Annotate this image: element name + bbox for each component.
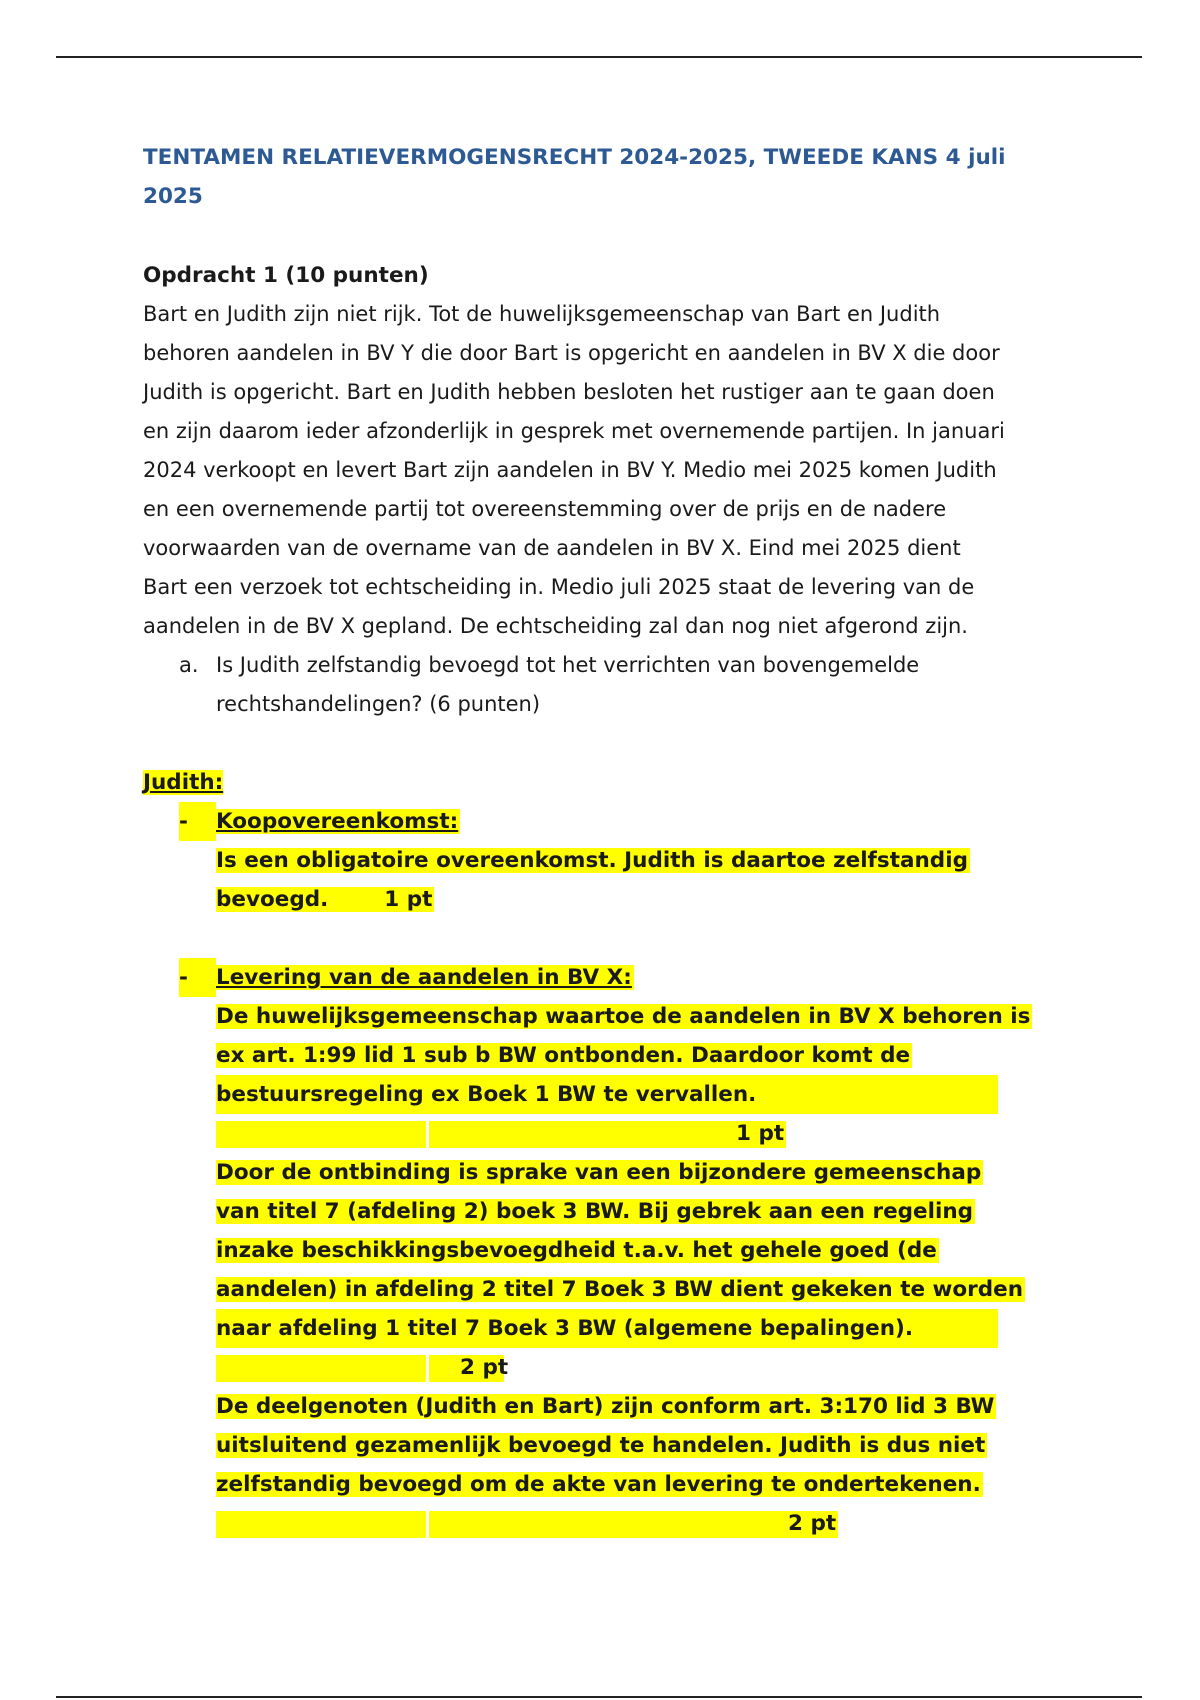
assignment-text-line: en een overnemende partij tot overeenstemming over de prijs en de nadere: [143, 497, 947, 521]
exam-title-line-2: 2025: [143, 184, 203, 209]
points-label: 2 pt: [788, 1511, 837, 1536]
assignment-text-line: voorwaarden van de overname van de aandelen in BV X. Eind mei 2025 dient: [143, 536, 961, 560]
assignment-text-line: Bart een verzoek tot echtscheiding in. Medio juli 2025 staat de levering van de: [143, 575, 975, 599]
points-label: 1 pt: [736, 1121, 785, 1146]
exam-title-line-1: TENTAMEN RELATIEVERMOGENSRECHT 2024-2025, TWEEDE KANS 4 juli: [143, 145, 1006, 170]
assignment-text: [143, 295, 1063, 646]
answer-line: zelfstandig bevoegd om de akte van levering te ondertekenen.: [216, 1472, 981, 1497]
bullet-dash: -: [179, 958, 216, 997]
points-row: [216, 1504, 1063, 1543]
item-title: Levering van de aandelen in BV X:: [216, 965, 632, 990]
answer-line: aandelen) in afdeling 2 titel 7 Boek 3 BW dient gekeken te worden: [216, 1277, 1024, 1302]
exam-title: [143, 138, 1063, 216]
question-line: rechtshandelingen? (6 punten): [216, 692, 541, 716]
assignment-text-line: Bart en Judith zijn niet rijk. Tot de huwelijksgemeenschap van Bart en Judith: [143, 302, 941, 326]
answer-line: van titel 7 (afdeling 2) boek 3 BW. Bij gebrek aan een regeling: [216, 1199, 974, 1224]
question-a: [143, 646, 1063, 724]
answer-line: naar afdeling 1 titel 7 Boek 3 BW (algemene bepalingen).: [216, 1309, 998, 1348]
assignment-text-line: 2024 verkoopt en levert Bart zijn aandelen in BV Y. Medio mei 2025 komen Judith: [143, 458, 997, 482]
answer-item-koopovereenkomst: [143, 802, 1063, 919]
question-line: Is Judith zelfstandig bevoegd tot het verrichten van bovengemelde: [216, 653, 920, 677]
answer-line: De deelgenoten (Judith en Bart) zijn conform art. 3:170 lid 3 BW: [216, 1394, 995, 1419]
points-label: 1 pt: [384, 887, 433, 912]
points-row: [216, 1114, 1063, 1153]
assignment-text-line: Judith is opgericht. Bart en Judith hebben besloten het rustiger aan te gaan doen: [143, 380, 995, 404]
document-body: [143, 138, 1063, 1543]
points-label: 2 pt: [460, 1355, 509, 1380]
answer-line: ex art. 1:99 lid 1 sub b BW ontbonden. Daardoor komt de: [216, 1043, 911, 1068]
answer-item-levering: [143, 958, 1063, 1543]
page-top-rule: [56, 56, 1142, 58]
answer-line: uitsluitend gezamenlijk bevoegd te handelen. Judith is dus niet: [216, 1433, 986, 1458]
page-bottom-rule: [56, 1696, 1142, 1698]
answer-heading-text: Judith:: [143, 770, 224, 795]
item-title: Koopovereenkomst:: [216, 809, 459, 834]
answer-line: bevoegd. 1 pt: [216, 887, 433, 912]
question-marker: a.: [179, 653, 199, 677]
answer-line: Is een obligatoire overeenkomst. Judith is daartoe zelfstandig: [216, 848, 968, 873]
assignment-text-line: en zijn daarom ieder afzonderlijk in gesprek met overnemende partijen. In januari: [143, 419, 1005, 443]
assignment-heading: Opdracht 1 (10 punten): [143, 263, 429, 288]
answer-line: De huwelijksgemeenschap waartoe de aandelen in BV X behoren is: [216, 1004, 1031, 1029]
bullet-dash: -: [179, 802, 216, 841]
assignment-text-line: behoren aandelen in BV Y die door Bart is opgericht en aandelen in BV X die door: [143, 341, 1000, 365]
answer-line: bestuursregeling ex Boek 1 BW te vervallen.: [216, 1075, 998, 1114]
answer-heading: [143, 763, 1063, 802]
assignment-text-line: aandelen in de BV X gepland. De echtscheiding zal dan nog niet afgerond zijn.: [143, 614, 968, 638]
points-row: [216, 1348, 1063, 1387]
answer-line: Door de ontbinding is sprake van een bijzondere gemeenschap: [216, 1160, 982, 1185]
answer-line: inzake beschikkingsbevoegdheid t.a.v. het gehele goed (de: [216, 1238, 937, 1263]
